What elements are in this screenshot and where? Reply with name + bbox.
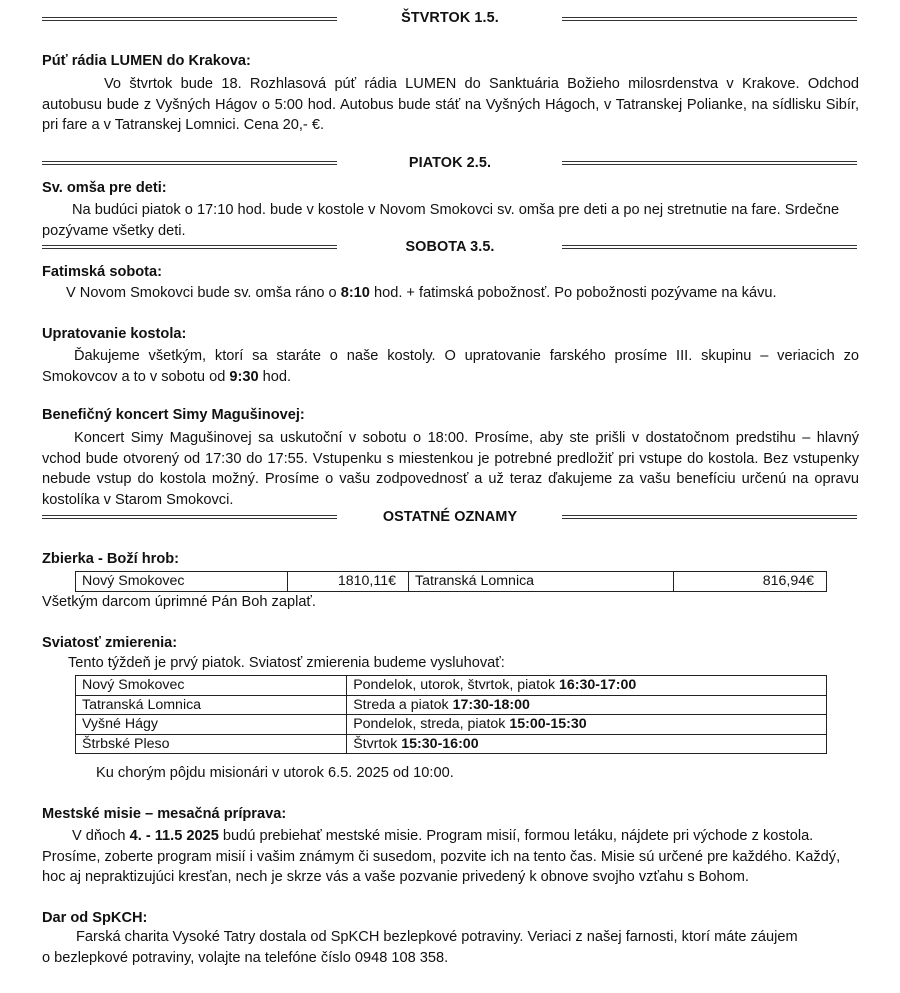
- table-cell: Nový Smokovec: [76, 676, 347, 696]
- kids-mass-text: Na budúci piatok o 17:10 hod. bude v kostole v Novom Smokovci sv. omša pre deti a po nej stretnutie na fare. Srdečne pozývame všetky deti.: [42, 202, 840, 239]
- table-cell: Štrbské Pleso: [76, 734, 347, 754]
- concert-heading: Benefičný koncert Simy Magušinovej:: [42, 407, 305, 423]
- fatima-text: V Novom Smokovci bude sv. omša ráno o 8:10 hod. + fatimská pobožnosť. Po pobožnosti pozývame na kávu.: [66, 285, 777, 301]
- table-row: [76, 572, 827, 592]
- confession-intro: Tento týždeň je prvý piatok. Sviatosť zmierenia budeme vysluhovať:: [68, 655, 505, 671]
- day-heading-other: OSTATNÉ OZNAMY: [382, 509, 518, 525]
- concert-text: Koncert Simy Magušinovej sa uskutoční v sobotu o 18:00. Prosíme, aby ste prišli v dostatočnom predstihu – hlavný vchod bude otvorený od 17:30 do 17:55. Vstupenku s miestenkou je potrebné predložiť pri vstupe do kostola. Bez vstupenky nebude vstup do kostola možný. Prosíme o vašu zodpovednosť a už teraz ďakujeme za vašu benefíciu určenú na opravu kostolíka v Starom Smokovci.: [42, 430, 859, 509]
- day-heading-friday: PIATOK 2.5.: [408, 155, 492, 171]
- table-cell: Tatranská Lomnica: [409, 572, 674, 592]
- pilgrimage-text: Vo štvrtok bude 18. Rozhlasová púť rádia LUMEN do Sanktuária Božieho milosrdenstva v Krakove. Odchod autobusu bude z Vyšných Hágov o 5:00 hod. Autobus bude stáť na Vyšných Hágoch, v Tatranskej Polianke, na sídlisku Sibír, pri fare a v Tatranskej Lomnici. Cena 20,- €.: [42, 76, 859, 134]
- separator-line: [42, 17, 337, 21]
- day-heading-saturday: SOBOTA 3.5.: [405, 239, 495, 255]
- table-cell: Tatranská Lomnica: [76, 695, 347, 715]
- confession-note: Ku chorým pôjdu misionári v utorok 6.5. 2025 od 10:00.: [96, 765, 454, 781]
- separator-line: [562, 17, 857, 21]
- table-cell: 1810,11€: [288, 572, 409, 592]
- collection-heading: Zbierka - Boží hrob:: [42, 551, 180, 567]
- separator-line: [42, 161, 337, 165]
- table-row: [76, 734, 827, 754]
- table-row: [76, 695, 827, 715]
- mission-heading: Mestské misie – mesačná príprava:: [42, 806, 287, 822]
- separator-line: [562, 161, 857, 165]
- table-cell: Streda a piatok 17:30-18:00: [347, 695, 827, 715]
- table-cell: Nový Smokovec: [76, 572, 288, 592]
- table-row: [76, 676, 827, 696]
- table-cell: Pondelok, streda, piatok 15:00-15:30: [347, 715, 827, 735]
- pilgrimage-heading: Púť rádia LUMEN do Krakova:: [42, 53, 251, 69]
- table-row: [76, 715, 827, 735]
- day-heading-thursday: ŠTVRTOK 1.5.: [401, 10, 499, 26]
- cleaning-text: Ďakujeme všetkým, ktorí sa staráte o naše kostoly. O upratovanie farského prosíme III. skupinu – veriacich zo Smokovcov a to v sobotu od 9:30 hod.: [42, 348, 859, 385]
- table-cell: Vyšné Hágy: [76, 715, 347, 735]
- collection-table: [75, 571, 827, 592]
- separator-line: [562, 515, 857, 519]
- gift-text-line-2: o bezlepkové potraviny, volajte na telefóne číslo 0948 108 358.: [42, 950, 449, 966]
- table-cell: Štvrtok 15:30-16:00: [347, 734, 827, 754]
- cleaning-heading: Upratovanie kostola:: [42, 326, 187, 342]
- collection-thanks: Všetkým darcom úprimné Pán Boh zaplať.: [42, 594, 316, 610]
- confession-table: [75, 675, 827, 754]
- gift-heading: Dar od SpKCH:: [42, 910, 148, 926]
- table-cell: 816,94€: [674, 572, 827, 592]
- separator-line: [42, 245, 337, 249]
- separator-line: [562, 245, 857, 249]
- mission-text: V dňoch 4. - 11.5 2025 budú prebiehať mestské misie. Program misií, formou letáku, nájdete pri východe z kostola. Prosíme, zoberte program misií i vašim známym či susedom, pozvite ich na tento čas. Misie sú určené pre každého. Každý, hoc aj nepraktizujúci kresťan, nech je skrze vás a vaše pozvanie privedený k obnove svojho vzťahu s Bohom.: [42, 828, 841, 886]
- separator-line: [42, 515, 337, 519]
- kids-mass-heading: Sv. omša pre deti:: [42, 180, 167, 196]
- gift-text-line-1: Farská charita Vysoké Tatry dostala od SpKCH bezlepkové potraviny. Veriaci z našej farnosti, ktorí máte záujem: [76, 929, 798, 945]
- fatima-heading: Fatimská sobota:: [42, 264, 163, 280]
- confession-heading: Sviatosť zmierenia:: [42, 635, 178, 651]
- table-cell: Pondelok, utorok, štvrtok, piatok 16:30-17:00: [347, 676, 827, 696]
